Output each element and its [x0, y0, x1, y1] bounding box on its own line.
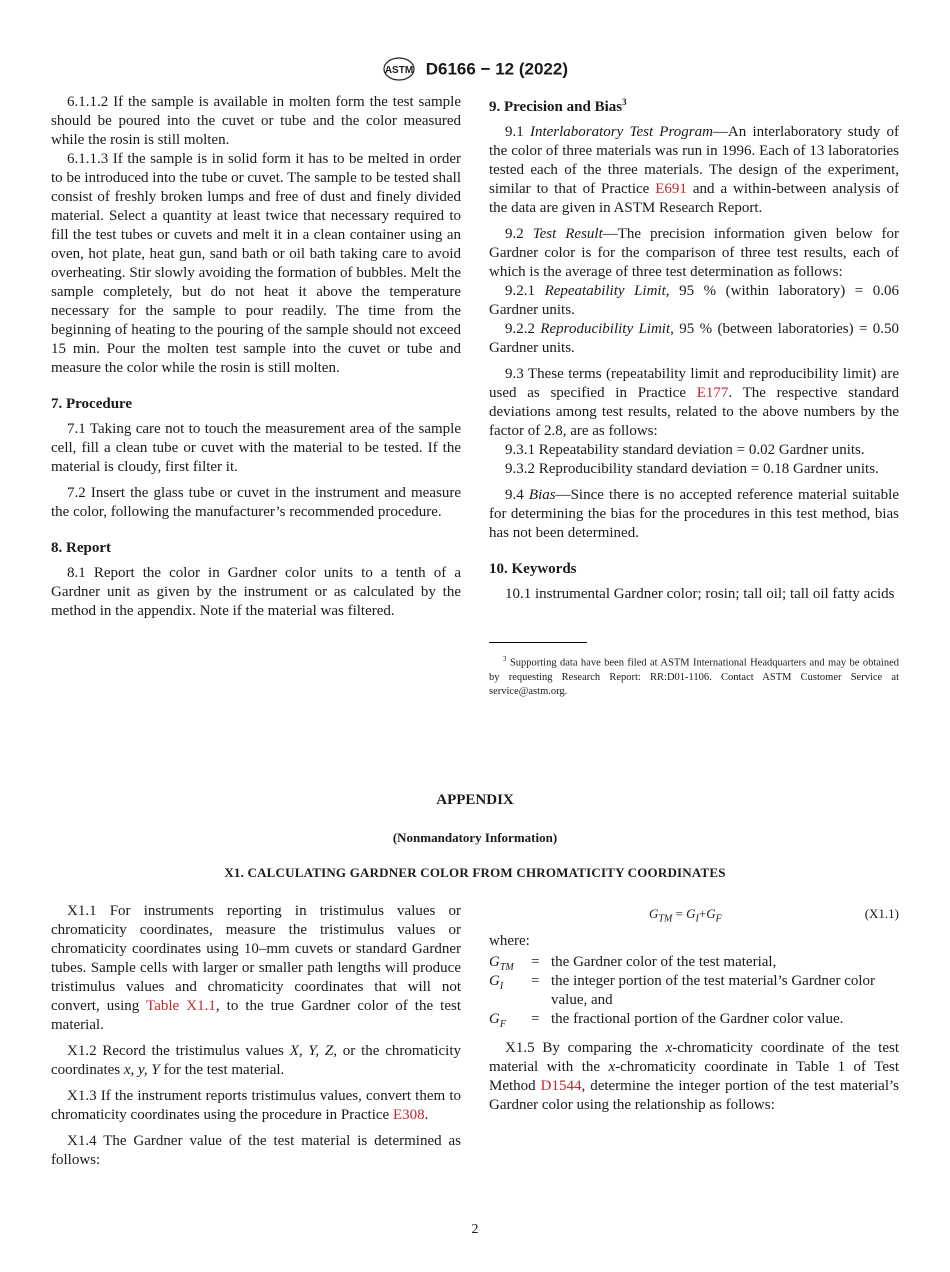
svg-text:ASTM: ASTM	[384, 65, 414, 76]
link-e308[interactable]: E308	[392, 1107, 425, 1123]
definition-row: $G_{TM}$ = the Gardner color of the test material,	[489, 954, 777, 973]
link-table-x1-1[interactable]: Table X1.1	[146, 998, 216, 1014]
link-d1544[interactable]: D1544	[540, 1078, 582, 1094]
footnote-3: $^3$ Supporting data have been filed at ASTM International Headquarters and may be obtained by requesting Research Report: RR:D01-1106. Contact ASTM Customer Service at service@astm.org.	[489, 655, 899, 697]
appendix-right-column	[489, 902, 899, 1115]
equation-number: (X1.1)	[864, 906, 899, 921]
para-9-2-1: 9.2.1 Repeatability Limit, 95 % (within laboratory) = 0.06 Gardner units.	[489, 283, 900, 318]
para-9-3-2: 9.3.2 Reproducibility standard deviation = 0.18 Gardner units.	[505, 461, 879, 477]
x1-heading: X1. CALCULATING GARDNER COLOR FROM CHROMATICITY COORDINATES	[224, 865, 726, 880]
astm-logo-icon	[382, 56, 416, 82]
section-7-heading: 7. Procedure	[51, 396, 133, 412]
link-e691[interactable]: E691	[655, 181, 687, 197]
section-8-heading: 8. Report	[51, 540, 111, 556]
section-9-heading: 9. Precision and Bias$^3$	[489, 97, 627, 115]
para-9-4: 9.4 Bias—Since there is no accepted reference material suitable for determining the bias for the procedures in this test method, bias has not been determined.	[489, 487, 899, 541]
page-header	[0, 56, 950, 82]
link-e177[interactable]: E177	[696, 385, 729, 401]
definition-row: $G_F$ = the fractional portion of the Gardner color value.	[489, 1011, 844, 1030]
para-x1-4: X1.4 The Gardner value of the test material is determined as follows:	[51, 1133, 461, 1168]
right-column	[489, 93, 899, 699]
appendix-left-column	[51, 902, 461, 1170]
para-x1-3: X1.3 If the instrument reports tristimulus values, convert them to chromaticity coordinates using the procedure in Practice E308.	[51, 1088, 461, 1123]
document-designation: D6166 − 12 (2022)	[425, 59, 568, 79]
appendix-title: APPENDIX	[436, 792, 514, 808]
para-7-2: 7.2 Insert the glass tube or cuvet in the instrument and measure the color, following the manufacturer’s recommended procedure.	[51, 485, 461, 520]
para-8-1: 8.1 Report the color in Gardner color units to a tenth of a Gardner unit as given by the instrument or as calculated by the method in the appendix. Note if the material was filtered.	[51, 565, 461, 619]
para-9-3: 9.3 These terms (repeatability limit and reproducibility limit) are used as specified in Practice E177. The respective standard deviations among test results, related to the above numbers by the factor of 2.8, are as follows:	[489, 366, 899, 439]
para-9-3-1: 9.3.1 Repeatability standard deviation = 0.02 Gardner units.	[505, 442, 865, 458]
para-6-1-1-2: 6.1.1.2 If the sample is available in molten form the test sample should be poured into the cuvet or tube and the color measured while the rosin is still molten.	[51, 94, 461, 148]
where-label: where:	[489, 933, 530, 949]
para-10-1: 10.1 instrumental Gardner color; rosin; tall oil; tall oil fatty acids	[505, 586, 895, 602]
para-7-1: 7.1 Taking care not to touch the measurement area of the sample cell, fill a clean tube or cuvet with the material to be tested. If the material is cloudy, first filter it.	[51, 421, 461, 475]
symbol-definitions	[489, 953, 899, 1029]
definition-row: $G_I$ = the integer portion of the test material’s Gardner color value, and	[489, 973, 876, 1008]
para-x1-5: X1.5 By comparing the x-chromaticity coordinate of the test material with the x-chromaticity coordinate in Table 1 of Test Method D1544, determine the integer portion of the test material’s Gardner color using the relationship as follows:	[489, 1040, 899, 1113]
para-6-1-1-3: 6.1.1.3 If the sample is in solid form it has to be melted in order to be introduced into the tube or cuvet. The sample to be tested shall consist of freshly broken lumps and free of dust and finely divided material. Select a quantity at least twice that necessary required to fill the test tubes or cuvets and melt it in a clean container using an oven, hot plate, heat gun, sand bath or oil bath taking care to avoid overheating. Stir slowly avoiding the formation of bubbles. Melt the sample completely, but do not heat it above the temperature necessary for the sample to pour readily. The time from the beginning of heating to the pouring of the sample should not exceed 15 min. Pour the molten test sample into the cuvet or tube and measure the color while the rosin is still molten.	[51, 151, 461, 376]
page-number: 2	[471, 1222, 479, 1237]
equation-formula: $G_{TM} = G_I+G_F$	[649, 906, 722, 925]
footnote-rule	[489, 642, 587, 643]
equation-x1-1	[489, 902, 899, 924]
left-column	[51, 93, 461, 621]
section-10-heading: 10. Keywords	[489, 561, 577, 577]
appendix-subtitle: (Nonmandatory Information)	[392, 830, 558, 845]
para-x1-1: X1.1 For instruments reporting in tristimulus values or chromaticity coordinates, measure the tristimulus values or chromaticity coordinates using 10–mm cuvets or standard Gardner tubes. Sample cells with larger or smaller path lengths will produce tristimulus values and chromaticity coordinates that will not convert, using Table X1.1, to the true Gardner color of the test material.	[51, 903, 462, 1033]
para-x1-2: X1.2 Record the tristimulus values X, Y, Z, or the chromaticity coordinates x, y, Y for the test material.	[51, 1043, 462, 1078]
para-9-1: 9.1 Interlaboratory Test Program—An interlaboratory study of the color of three materials was run in 1996. Each of 13 laboratories tested each of the three materials. The design of the experiment, similar to that of Practice E691 and a within-between analysis of the data are given in ASTM Research Report.	[489, 124, 900, 216]
para-9-2: 9.2 Test Result—The precision information given below for Gardner color is for the comparison of three test results, each of which is the average of three test determination as follows:	[489, 226, 899, 280]
para-9-2-2: 9.2.2 Reproducibility Limit, 95 % (between laboratories) = 0.50 Gardner units.	[489, 321, 900, 356]
